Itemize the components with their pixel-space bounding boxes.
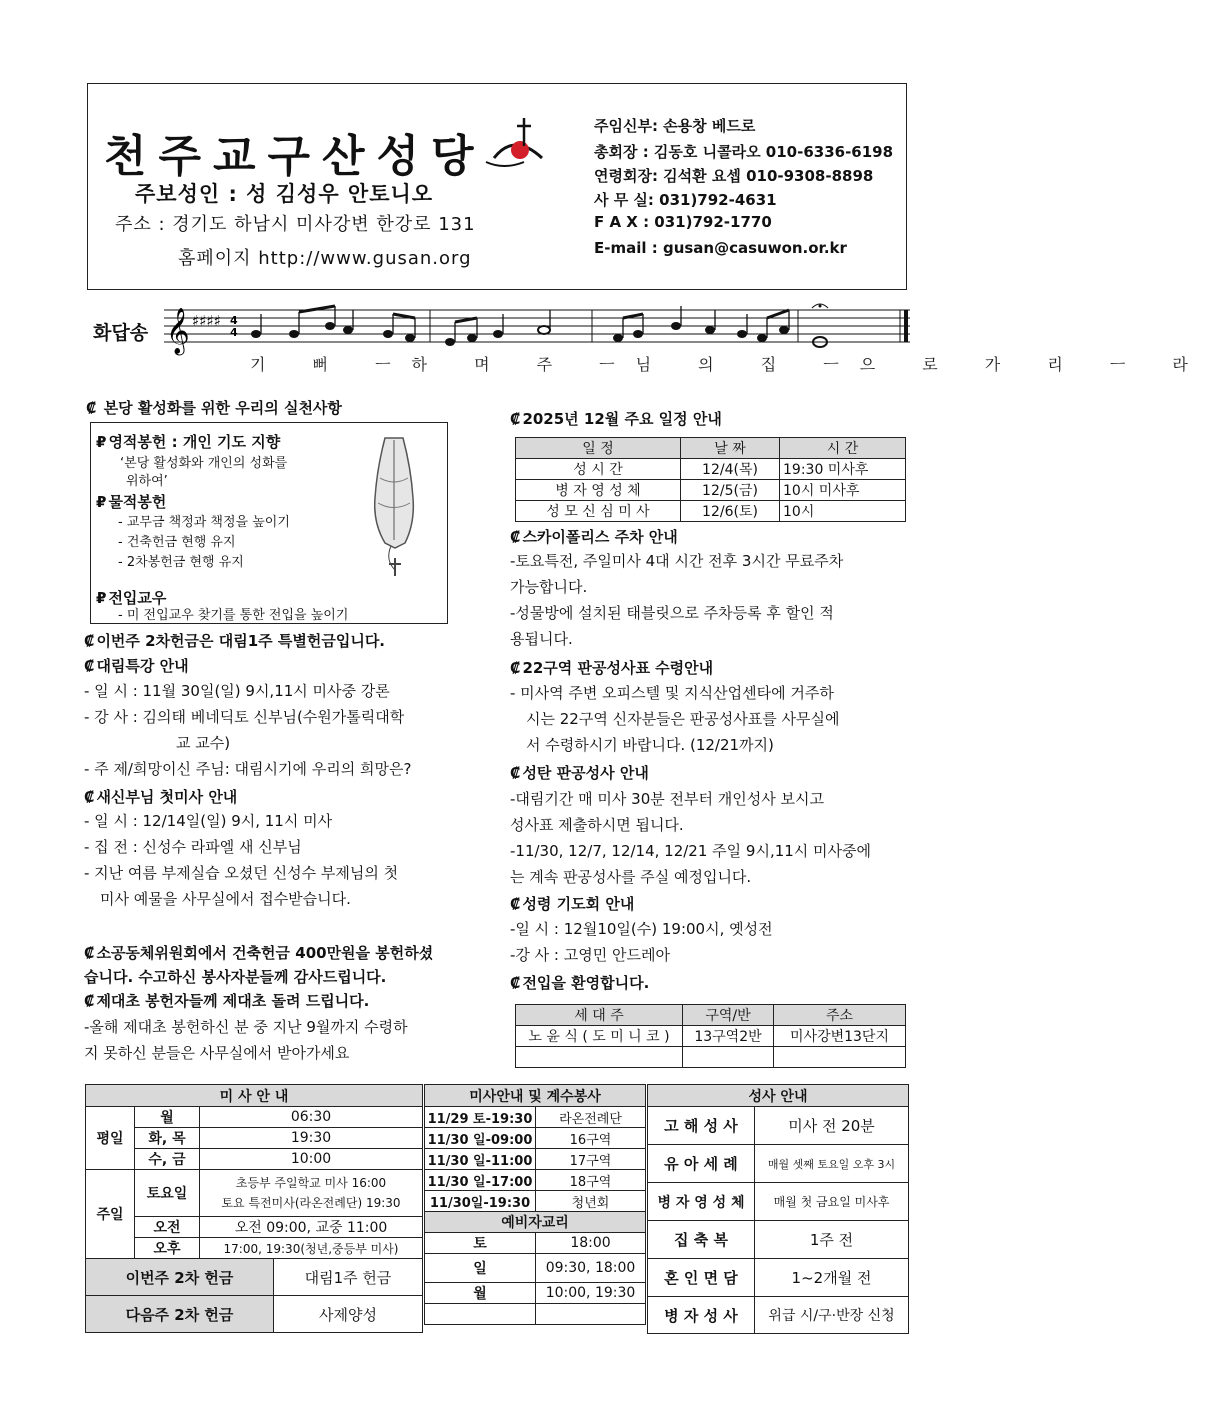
table-cell: 성 모 신 심 미 사 bbox=[516, 501, 681, 522]
next-week-label: 다음주 2차 헌금 bbox=[86, 1296, 274, 1333]
community-line-2: 습니다. 수고하신 봉사자분들께 감사드립니다. bbox=[84, 968, 387, 986]
table-cell bbox=[774, 1047, 906, 1068]
praying-hands-icon bbox=[355, 428, 435, 578]
table-cell: 11/29 토-19:30 bbox=[425, 1107, 536, 1128]
christmas-line-1: -대림기간 매 미사 30분 전부터 개인성사 보시고 bbox=[510, 790, 824, 808]
schedule-table bbox=[515, 437, 906, 522]
table-header bbox=[516, 1005, 906, 1026]
table-cell: 12/6(토) bbox=[681, 501, 780, 522]
contact-president: 총회장 : 김동호 니콜라오 010-6336-6198 bbox=[594, 143, 894, 161]
table-cell bbox=[516, 1047, 683, 1068]
table-cell: 라온전례단 bbox=[536, 1107, 646, 1128]
action-item-9: - 미 전입교우 찾기를 통한 전입을 높이기 bbox=[118, 608, 349, 623]
penance22-line-2: 시는 22구역 신자분들은 판공성사표를 사무실에 bbox=[526, 710, 840, 728]
address: 주소 : 경기도 하남시 미사강변 한강로 131 bbox=[115, 214, 476, 235]
table-cell: 18:00 bbox=[536, 1233, 646, 1254]
table-cell: 10시 bbox=[780, 501, 906, 522]
header-cell: 시 간 bbox=[780, 438, 906, 459]
newpriest-line-4: 미사 예물을 사무실에서 접수받습니다. bbox=[100, 890, 351, 908]
catechumen-title: 예비자교리 bbox=[425, 1212, 646, 1233]
svg-text:4: 4 bbox=[230, 314, 238, 327]
church-logo-icon bbox=[484, 112, 554, 172]
contact-email[interactable]: E-mail : gusan@casuwon.or.kr bbox=[594, 239, 847, 257]
contact-fax: F A X : 031)792-1770 bbox=[594, 213, 772, 231]
next-week-value: 사제양성 bbox=[274, 1296, 423, 1333]
action-item-6: - 건축헌금 현행 유지 bbox=[118, 535, 236, 550]
table-cell: 10:00, 19:30 bbox=[536, 1283, 646, 1304]
header-cell: 구역/반 bbox=[683, 1005, 774, 1026]
table-cell: 병 자 성 사 bbox=[648, 1297, 755, 1334]
advent-line-2: - 강 사 : 김의태 베네딕토 신부님(수원가톨릭대학 bbox=[84, 708, 405, 726]
table-cell: 위급 시/구·반장 신청 bbox=[755, 1297, 909, 1334]
table-cell: 월 bbox=[425, 1283, 536, 1304]
table-cell: 06:30 bbox=[200, 1107, 423, 1128]
contact-office: 사 무 실: 031)792-4631 bbox=[594, 191, 777, 209]
table-cell bbox=[536, 1304, 646, 1325]
welcome-title: ₡ 전입을 환영합니다. bbox=[510, 974, 650, 992]
mass-title: 미 사 안 내 bbox=[86, 1085, 423, 1107]
table-cell: 18구역 bbox=[536, 1170, 646, 1191]
table-cell: 09:30, 18:00 bbox=[536, 1254, 646, 1283]
welcome-table bbox=[515, 1004, 906, 1068]
table-cell: 미사강변13단지 bbox=[774, 1026, 906, 1047]
weekday-label: 평일 bbox=[86, 1107, 135, 1170]
table-cell: 1주 전 bbox=[755, 1221, 909, 1259]
advent-line-4: - 주 제/희망이신 주님: 대림시기에 우리의 희망은? bbox=[84, 760, 412, 778]
psalm-staff bbox=[158, 300, 914, 352]
newpriest-line-3: - 지난 여름 부제실습 오셨던 신성수 부제님의 첫 bbox=[84, 864, 399, 882]
header-cell: 일 정 bbox=[516, 438, 681, 459]
mass-table bbox=[85, 1084, 423, 1333]
patron-saint: 주보성인 : 성 김성우 안토니오 bbox=[135, 182, 434, 206]
table-cell: 11/30 일-11:00 bbox=[425, 1149, 536, 1170]
sacrament-title: 성사 안내 bbox=[648, 1085, 909, 1107]
table-cell bbox=[425, 1304, 536, 1325]
table-row bbox=[516, 1026, 906, 1047]
parking-line-1: -토요특전, 주일미사 4대 시간 전후 3시간 무료주차 bbox=[510, 552, 844, 570]
table-cell: 수, 금 bbox=[135, 1149, 200, 1170]
penance22-line-1: - 미사역 주변 오피스텔 및 지식산업센타에 거주하 bbox=[510, 684, 834, 702]
action-item-5: - 교무금 책정과 책정을 높이기 bbox=[118, 515, 290, 530]
parking-line-3: -성물방에 설치된 태블릿으로 주차등록 후 할인 적 bbox=[510, 604, 834, 622]
table-row bbox=[516, 459, 906, 480]
schedule-title: ₡ 2025년 12월 주요 일정 안내 bbox=[510, 410, 722, 428]
parking-line-4: 용됩니다. bbox=[510, 630, 573, 648]
am-value: 오전 09:00, 교중 11:00 bbox=[200, 1217, 423, 1238]
table-cell: 청년회 bbox=[536, 1191, 646, 1212]
table-header bbox=[516, 438, 906, 459]
spirit-line-1: -일 시 : 12월10일(수) 19:00시, 옛성전 bbox=[510, 920, 773, 938]
table-cell: 17구역 bbox=[536, 1149, 646, 1170]
action-title: ₡ 본당 활성화를 위한 우리의 실천사항 bbox=[86, 399, 342, 417]
table-cell: 매월 셋째 토요일 오후 3시 bbox=[755, 1145, 909, 1183]
action-item-1: ₽ 영적봉헌 : 개인 기도 지향 bbox=[96, 433, 281, 451]
action-item-7: - 2차봉헌금 현행 유지 bbox=[118, 555, 244, 570]
advent-line-3: 교 교수) bbox=[176, 734, 231, 752]
church-name: 천주교구산성당 bbox=[104, 131, 486, 182]
table-cell: 12/4(목) bbox=[681, 459, 780, 480]
advent-title: ₡ 대림특강 안내 bbox=[84, 657, 189, 675]
table-cell: 19:30 bbox=[200, 1128, 423, 1149]
table-cell: 매월 첫 금요일 미사후 bbox=[755, 1183, 909, 1221]
table-cell: 유 아 세 례 bbox=[648, 1145, 755, 1183]
sunday-label: 주일 bbox=[86, 1170, 135, 1259]
saturday-label: 토요일 bbox=[135, 1170, 200, 1217]
table-cell: 11/30 일-09:00 bbox=[425, 1128, 536, 1149]
herb-line-2: 지 못하신 분들은 사무실에서 받아가세요 bbox=[84, 1044, 350, 1062]
pm-label: 오후 bbox=[135, 1238, 200, 1259]
table-cell bbox=[683, 1047, 774, 1068]
saturday-line-1: 초등부 주일학교 미사 16:00 bbox=[235, 1176, 387, 1190]
christmas-line-4: 는 계속 판공성사를 주실 예정입니다. bbox=[510, 868, 752, 886]
action-item-2: ‘본당 활성화와 개인의 성화를 bbox=[120, 456, 288, 471]
christmas-title: ₡ 성탄 판공성사 안내 bbox=[510, 764, 649, 782]
newpriest-line-1: - 일 시 : 12/14일(일) 9시, 11시 미사 bbox=[84, 812, 333, 830]
table-cell: 고 해 성 사 bbox=[648, 1107, 755, 1145]
psalm-label: 화답송 bbox=[93, 322, 149, 344]
table-cell: 노 윤 식 ( 도 미 니 코 ) bbox=[516, 1026, 683, 1047]
action-item-4: ₽ 물적봉헌 bbox=[96, 493, 167, 511]
herb-line-1: -올해 제대초 봉헌하신 분 중 지난 9월까지 수령하 bbox=[84, 1018, 408, 1036]
serve-title: 미사안내 및 계수봉사 bbox=[425, 1085, 646, 1107]
table-cell: 1~2개월 전 bbox=[755, 1259, 909, 1297]
christmas-line-2: 성사표 제출하시면 됩니다. bbox=[510, 816, 684, 834]
table-row bbox=[516, 480, 906, 501]
penance22-title: ₡ 22구역 판공성사표 수령안내 bbox=[510, 659, 714, 677]
community-line-1: ₡ 소공동체위원회에서 건축헌금 400만원을 봉헌하셨 bbox=[84, 944, 434, 962]
saturday-cell bbox=[200, 1170, 423, 1217]
table-cell: 집 축 복 bbox=[648, 1221, 755, 1259]
table-cell: 미사 전 20분 bbox=[755, 1107, 909, 1145]
table-cell: 병 자 영 성 체 bbox=[516, 480, 681, 501]
table-cell: 화, 목 bbox=[135, 1128, 200, 1149]
newpriest-title: ₡ 새신부님 첫미사 안내 bbox=[84, 788, 238, 806]
table-cell: 11/30 일-17:00 bbox=[425, 1170, 536, 1191]
spirit-line-2: -강 사 : 고영민 안드레아 bbox=[510, 946, 670, 964]
table-cell: 16구역 bbox=[536, 1128, 646, 1149]
pm-value: 17:00, 19:30(청년,중등부 미사) bbox=[200, 1238, 423, 1259]
action-item-8: ₽ 전입교우 bbox=[96, 589, 167, 607]
saturday-line-2: 토요 특전미사(라온전례단) 19:30 bbox=[221, 1196, 401, 1210]
herb-title: ₡ 제대초 봉헌자들께 제대초 돌려 드립니다. bbox=[84, 992, 370, 1010]
svg-text:♯♯♯♯: ♯♯♯♯ bbox=[192, 312, 222, 330]
treble-clef-icon: 𝄞 bbox=[166, 308, 190, 354]
second-collection-notice: ₡ 이번주 2차헌금은 대림1주 특별헌금입니다. bbox=[84, 632, 386, 650]
table-cell: 일 bbox=[425, 1254, 536, 1283]
table-cell: 11/30일-19:30 bbox=[425, 1191, 536, 1212]
psalm-lyrics: 기 뻐 ㅡ하 며 주 ㅡ님 의 집 ㅡ으 로 가 리 ㅡ 라 bbox=[250, 355, 1209, 374]
parking-line-2: 가능합니다. bbox=[510, 578, 588, 596]
am-label: 오전 bbox=[135, 1217, 200, 1238]
svg-text:4: 4 bbox=[230, 326, 238, 339]
header-cell: 주소 bbox=[774, 1005, 906, 1026]
advent-line-1: - 일 시 : 11월 30일(일) 9시,11시 미사중 강론 bbox=[84, 682, 390, 700]
action-item-3: 위하여’ bbox=[126, 474, 168, 489]
contact-funeral: 연령회장: 김석환 요셉 010-9308-8898 bbox=[594, 167, 874, 185]
table-row bbox=[516, 501, 906, 522]
christmas-line-3: -11/30, 12/7, 12/14, 12/21 주일 9시,11시 미사중에 bbox=[510, 842, 872, 860]
serve-table bbox=[424, 1084, 646, 1325]
table-cell: 10:00 bbox=[200, 1149, 423, 1170]
header-cell: 세 대 주 bbox=[516, 1005, 683, 1026]
table-cell: 10시 미사후 bbox=[780, 480, 906, 501]
parking-title: ₡ 스카이폴리스 주차 안내 bbox=[510, 528, 678, 546]
table-cell: 월 bbox=[135, 1107, 200, 1128]
table-cell: 혼 인 면 담 bbox=[648, 1259, 755, 1297]
table-cell: 13구역2반 bbox=[683, 1026, 774, 1047]
table-cell: 12/5(금) bbox=[681, 480, 780, 501]
spirit-title: ₡ 성령 기도회 안내 bbox=[510, 895, 635, 913]
table-cell: 19:30 미사후 bbox=[780, 459, 906, 480]
table-row bbox=[516, 1047, 906, 1068]
table-cell: 성 시 간 bbox=[516, 459, 681, 480]
homepage-link[interactable]: 홈페이지 http://www.gusan.org bbox=[178, 248, 472, 269]
table-cell: 병 자 영 성 체 bbox=[648, 1183, 755, 1221]
this-week-label: 이번주 2차 헌금 bbox=[86, 1259, 274, 1296]
newpriest-line-2: - 집 전 : 신성수 라파엘 새 신부님 bbox=[84, 838, 302, 856]
penance22-line-3: 서 수령하시기 바랍니다. (12/21까지) bbox=[526, 736, 774, 754]
sacrament-table bbox=[647, 1084, 909, 1334]
contact-pastor: 주임신부: 손용창 베드로 bbox=[594, 117, 756, 135]
table-cell: 토 bbox=[425, 1233, 536, 1254]
this-week-value: 대림1주 헌금 bbox=[274, 1259, 423, 1296]
header-cell: 날 짜 bbox=[681, 438, 780, 459]
